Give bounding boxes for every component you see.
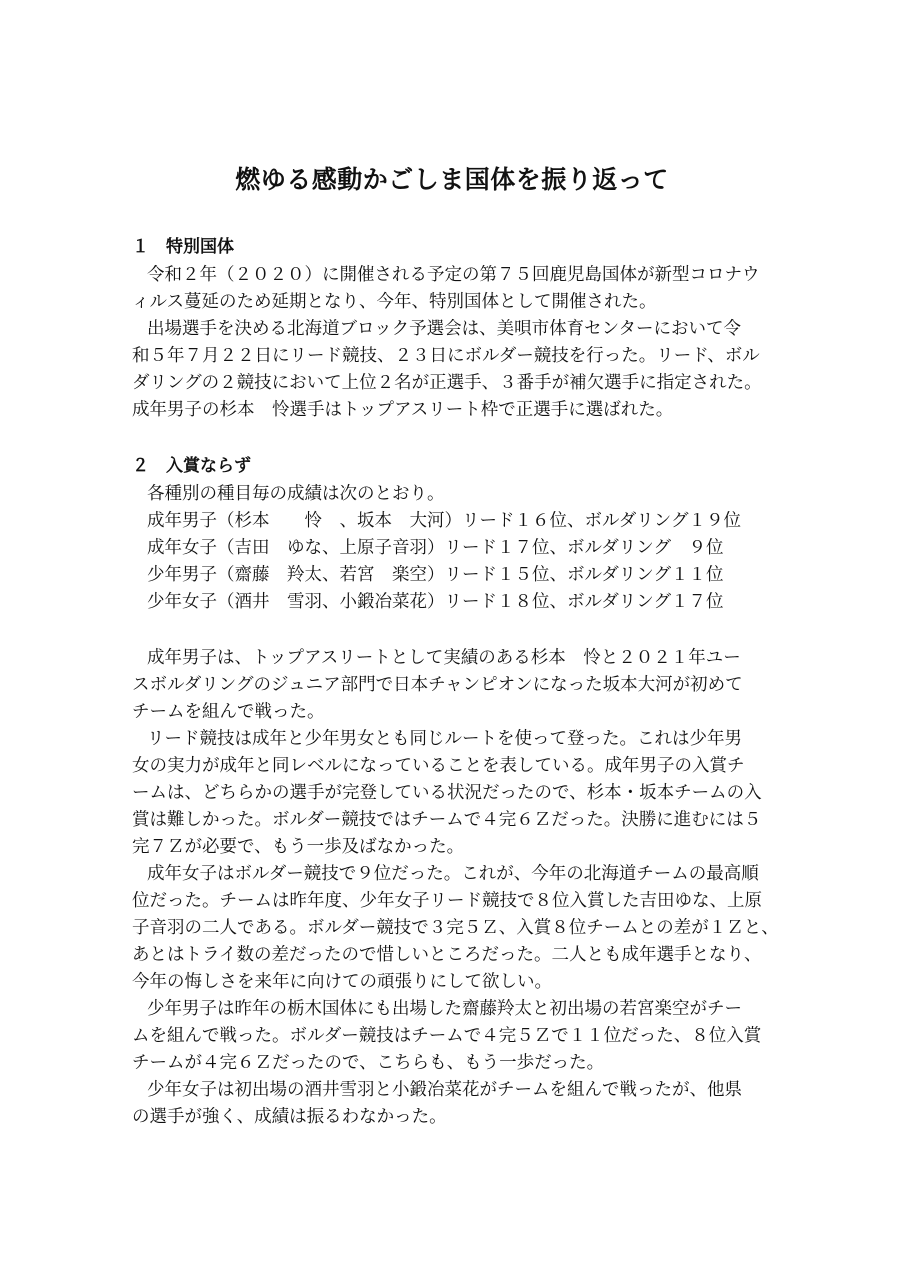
section1-line: ィルス蔓延のため延期となり、今年、特別国体として開催された。	[132, 292, 657, 312]
result-row: 成年女子（吉田 ゆな、上原子音羽）リード１７位、ボルダリング ９位	[147, 538, 724, 558]
section1-heading: １ 特別国体	[132, 237, 234, 257]
section1-line: 令和２年（２０２０）に開催される予定の第７５回鹿児島国体が新型コロナウ	[147, 265, 760, 285]
body-line: 成年男子は、トップアスリートとして実績のある杉本 怜と２０２１年ユー	[147, 648, 741, 668]
body-line: 位だった。チームは昨年度、少年女子リード競技で８位入賞した吉田ゆな、上原	[132, 891, 762, 911]
body-line: 今年の悔しさを来年に向けての頑張りにして欲しい。	[132, 972, 552, 992]
section2-heading: ２ 入賞ならず	[132, 456, 251, 476]
body-line: あとはトライ数の差だったので惜しいところだった。二人とも成年選手となり、	[132, 945, 762, 965]
result-row: 成年男子（杉本 怜 、坂本 大河）リード１６位、ボルダリング１９位	[147, 511, 741, 531]
body-line: 女の実力が成年と同レベルになっていることを表している。成年男子の入賞チ	[132, 756, 745, 776]
body-line: 成年女子はボルダー競技で９位だった。これが、今年の北海道チームの最高順	[147, 864, 759, 884]
body-line: チームが４完６Ｚだったので、こちらも、もう一歩だった。	[132, 1053, 605, 1073]
body-line: 賞は難しかった。ボルダー競技ではチームで４完６Ｚだった。決勝に進むには５	[132, 810, 762, 830]
body-line: ムを組んで戦った。ボルダー競技はチームで４完５Ｚで１１位だった、８位入賞	[132, 1026, 762, 1046]
body-line: 少年女子は初出場の酒井雪羽と小鍛冶菜花がチームを組んで戦ったが、他県	[147, 1080, 742, 1100]
section1-line: 出場選手を決める北海道ブロック予選会は、美唄市体育センターにおいて令	[147, 319, 741, 339]
body-line: ームは、どちらかの選手が完登している状況だったので、杉本・坂本チームの入	[132, 783, 762, 803]
section1-line: 成年男子の杉本 怜選手はトップアスリート枠で正選手に選ばれた。	[132, 400, 674, 420]
body-line: の選手が強く、成績は振るわなかった。	[132, 1107, 447, 1127]
section2-intro: 各種別の種目毎の成績は次のとおり。	[147, 484, 445, 504]
section1-line: 和５年７月２２日にリード競技、２３日にボルダー競技を行った。リード、ボル	[132, 346, 760, 366]
body-line: リード競技は成年と少年男女とも同じルートを使って登った。これは少年男	[147, 729, 742, 749]
result-row: 少年男子（齋藤 羚太、若宮 楽空）リード１５位、ボルダリング１１位	[147, 565, 724, 585]
body-line: 子音羽の二人である。ボルダー競技で３完５Ｚ、入賞８位チームとの差が１Ｚと、	[132, 918, 779, 938]
section1-line: ダリングの２競技において上位２名が正選手、３番手が補欠選手に指定された。	[132, 373, 762, 393]
body-line: 少年男子は昨年の栃木国体にも出場した齋藤羚太と初出場の若宮楽空がチー	[147, 999, 742, 1019]
result-row: 少年女子（酒井 雪羽、小鍛冶菜花）リード１８位、ボルダリング１７位	[147, 592, 724, 612]
body-line: チームを組んで戦った。	[132, 702, 325, 722]
body-line: スボルダリングのジュニア部門で日本チャンピオンになった坂本大河が初めて	[132, 675, 743, 695]
body-line: 完７Ｚが必要で、もう一歩及ばなかった。	[132, 837, 465, 857]
document-title: 燃ゆる感動かごしま国体を振り返って	[235, 165, 669, 194]
